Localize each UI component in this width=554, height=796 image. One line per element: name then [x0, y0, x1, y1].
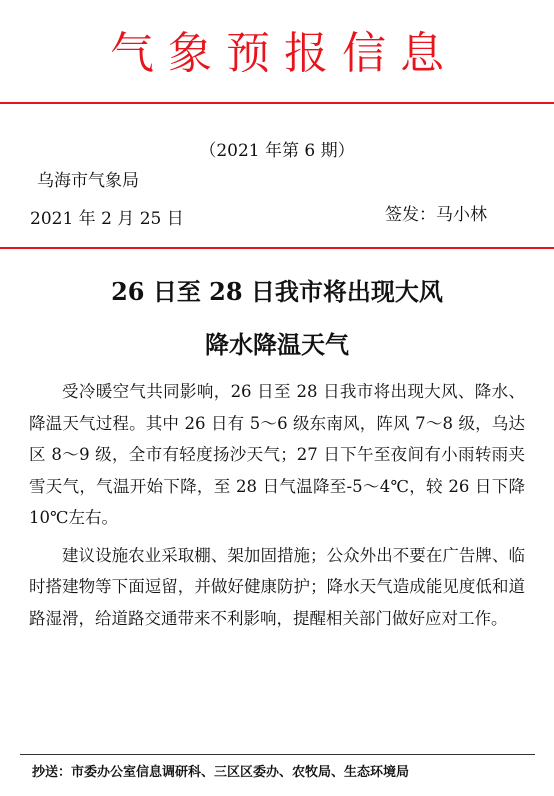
- headline-line-2: 降水降温天气: [205, 330, 349, 359]
- paragraph-forecast: 受冷暖空气共同影响，26 日至 28 日我市将出现大风、降水、降温天气过程。其中 26 日有 5～6 级东南风，阵风 7～8 级，乌达区 8～9 级，全市有轻度扬沙天气；27 日下午至夜间有小雨转雨夹雪天气，气温开始下降，至 28 日气温降至-5～4℃，较 26 日下降 10℃左右。: [29, 382, 525, 527]
- headline-line-1: 26 日至 28 日我市将出现大风: [111, 277, 443, 306]
- header-rule: [0, 247, 554, 249]
- article-body: [29, 376, 525, 640]
- signer: 签发：马小林: [385, 205, 487, 225]
- cc-label: 抄送：: [32, 765, 72, 780]
- masthead-title: 气象预报信息: [110, 28, 458, 79]
- issue-date: 2021 年 2 月 25 日: [30, 209, 184, 229]
- paragraph-advice: 建议设施农业采取棚、架加固措施；公众外出不要在广告牌、临时搭建物等下面逗留，并做好健康防护；降水天气造成能见度低和道路湿滑，给道路交通带来不利影响，提醒相关部门做好应对工作。: [29, 545, 525, 628]
- cc-line: [32, 764, 409, 782]
- cc-recipients: 市委办公室信息调研科、三区区委办、农牧局、生态环境局: [71, 765, 410, 780]
- issue-number: （2021 年第 6 期）: [199, 141, 355, 161]
- issuing-agency: 乌海市气象局: [37, 171, 139, 191]
- footer-rule: [20, 754, 535, 755]
- masthead-rule: [0, 102, 554, 104]
